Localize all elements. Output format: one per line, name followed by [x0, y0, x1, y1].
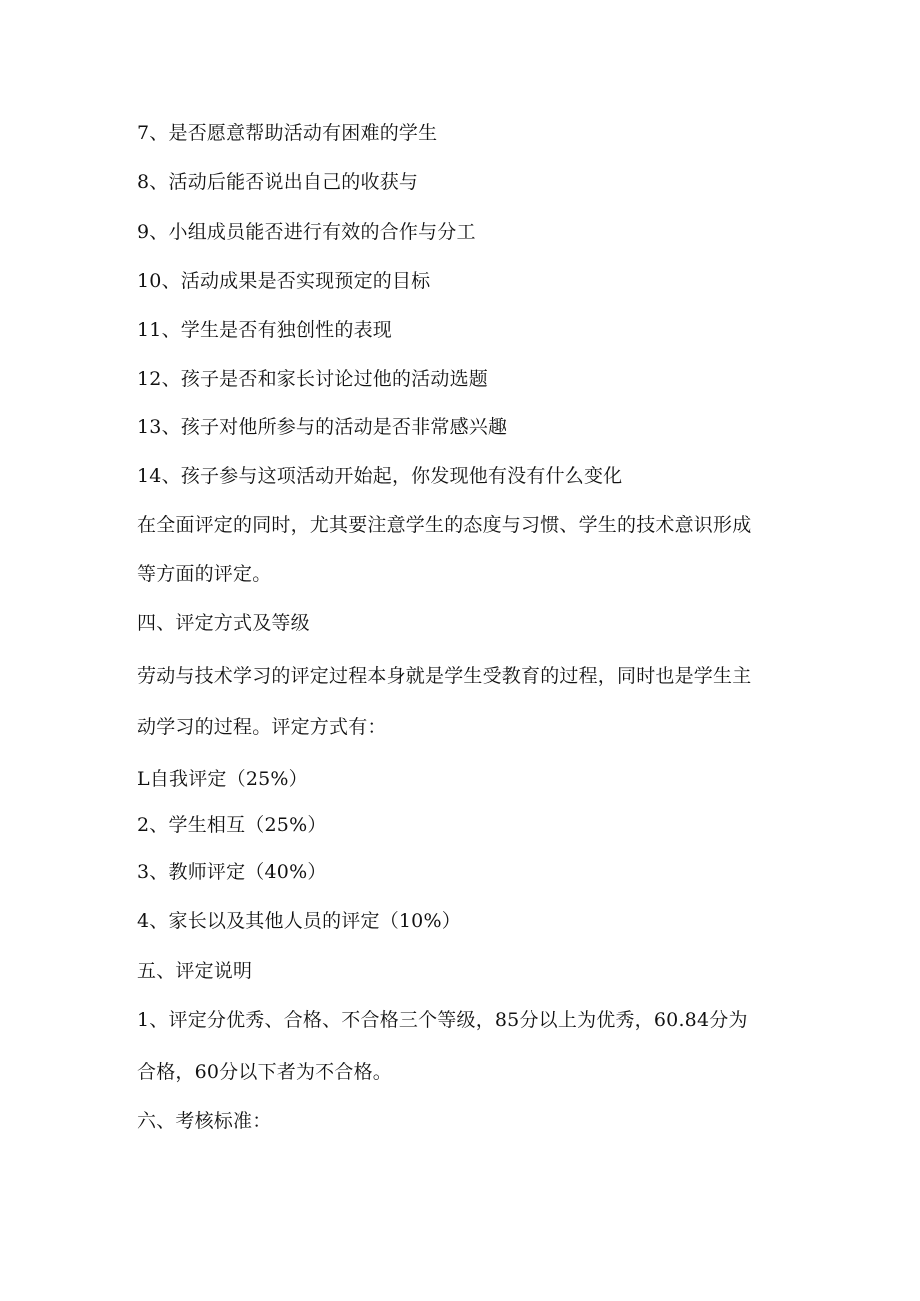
list-item-13: 13、孩子对他所参与的活动是否非常感兴趣 [137, 416, 508, 438]
paragraph-line: 动学习的过程。评定方式有： [137, 716, 387, 738]
paragraph-line: 劳动与技术学习的评定过程本身就是学生受教育的过程，同时也是学生主 [137, 665, 752, 687]
list-item-14: 14、孩子参与这项活动开始起，你发现他有没有什么变化 [137, 465, 623, 487]
list-item-12: 12、孩子是否和家长讨论过他的活动选题 [137, 368, 488, 390]
paragraph-line: 等方面的评定。 [137, 563, 272, 585]
list-item-4: 4、家长以及其他人员的评定（10%） [137, 910, 461, 932]
list-item-3: 3、教师评定（40%） [137, 861, 327, 883]
list-item-2: 2、学生相互（25%） [137, 814, 327, 836]
paragraph-line: 合格，60分以下者为不合格。 [137, 1061, 392, 1083]
section-heading: 四、评定方式及等级 [137, 612, 310, 634]
section-heading: 五、评定说明 [137, 960, 253, 982]
list-item-9: 9、小组成员能否进行有效的合作与分工 [137, 221, 476, 243]
list-item-8: 8、活动后能否说出自己的收获与 [137, 171, 419, 193]
section-heading: 六、考核标准： [137, 1110, 272, 1132]
list-item-1: L自我评定（25%） [137, 768, 308, 790]
list-item-10: 10、活动成果是否实现预定的目标 [137, 270, 431, 292]
paragraph-line: 在全面评定的同时，尤其要注意学生的态度与习惯、学生的技术意识形成 [137, 514, 752, 536]
list-item-7: 7、是否愿意帮助活动有困难的学生 [137, 122, 438, 144]
paragraph-line: 1、评定分优秀、合格、不合格三个等级，85分以上为优秀，60.84分为 [137, 1009, 748, 1031]
list-item-11: 11、学生是否有独创性的表现 [137, 319, 392, 341]
